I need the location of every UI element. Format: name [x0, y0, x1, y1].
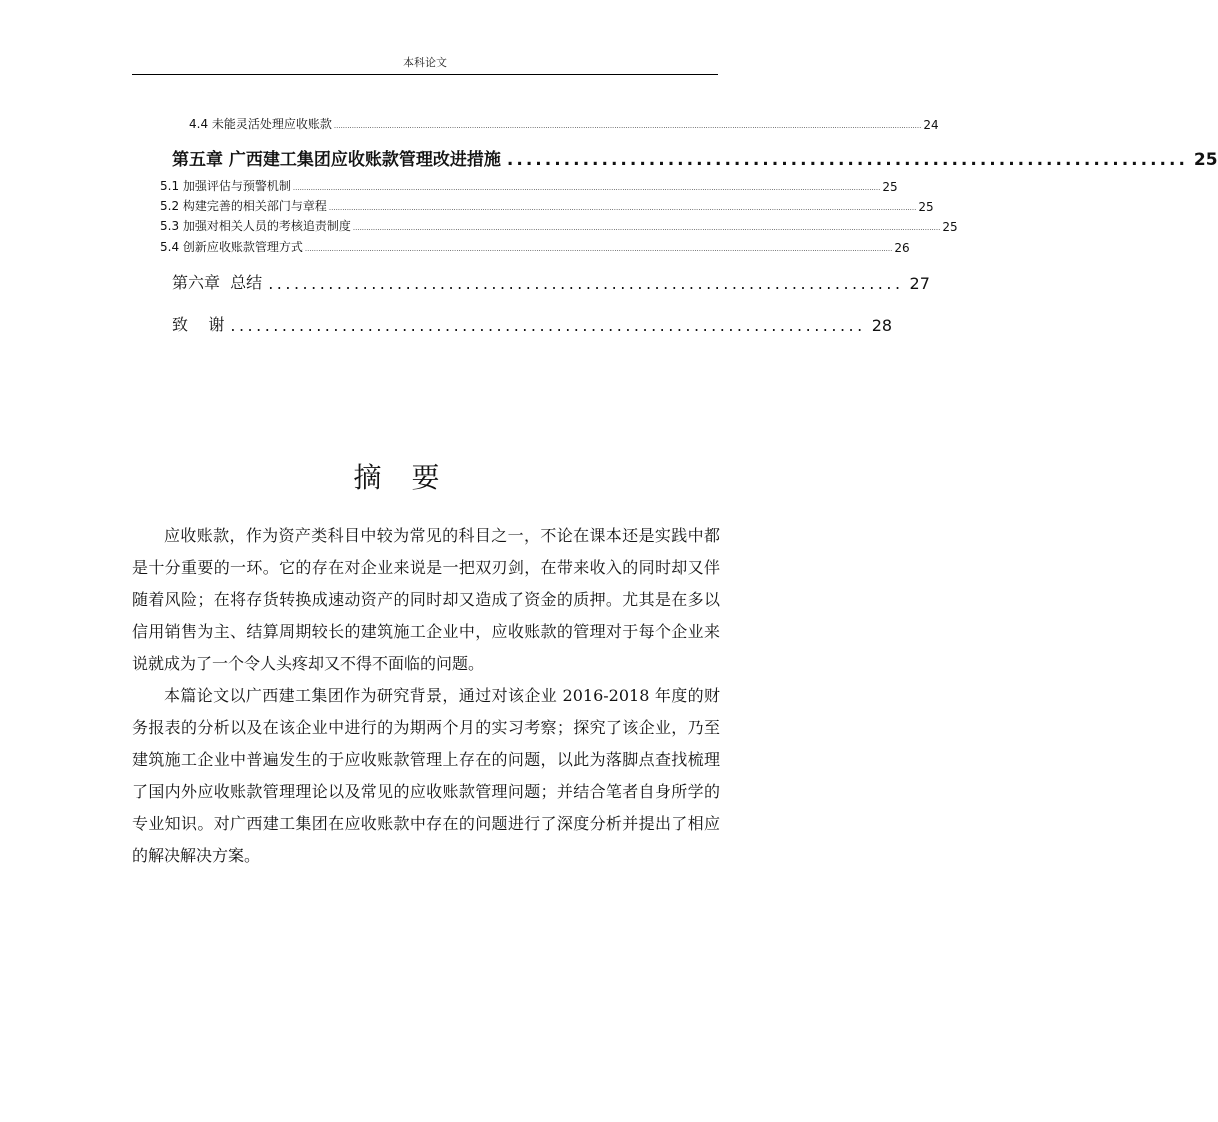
toc-leader: ..........................................................................: [230, 316, 866, 335]
toc-entry-chapter-6[interactable]: [172, 270, 930, 293]
toc-entry-label: 第五章 广西建工集团应收账款管理改进措施: [172, 150, 501, 170]
toc-entry-label: 5.1 加强评估与预警机制: [160, 179, 291, 193]
toc-page-number: 26: [894, 241, 910, 255]
toc-page-number: 27: [909, 274, 930, 293]
running-header: 本科论文: [403, 56, 447, 69]
toc-leader: ........................................................................: [506, 150, 1188, 170]
toc-entry-label: 致 谢: [172, 315, 225, 334]
toc-entry-label: 4.4 未能灵活处理应收账款: [189, 117, 332, 131]
toc-entry-4-4[interactable]: [189, 115, 939, 132]
toc-entry-label: 第六章 总结: [172, 273, 263, 292]
abstract-paragraph: 本篇论文以广西建工集团作为研究背景，通过对该企业 2016-2018 年度的财务报表的分析以及在该企业中进行的为期两个月的实习考察；探究了该企业，乃至建筑施工企业中普遍发生的于应收账款管理上存在的问题，以此为落脚点查找梳理了国内外应收账款管理理论以及常见的应收账款管理问题；并结合笔者自身所学的专业知识。对广西建工集团在应收账款中存在的问题进行了深度分析并提出了相应的解决解决方案。: [132, 686, 720, 865]
abstract-paragraph: 应收账款，作为资产类科目中较为常见的科目之一，不论在课本还是实践中都是十分重要的一环。它的存在对企业来说是一把双刃剑，在带来收入的同时却又伴随着风险；在将存货转换成速动资产的同时却又造成了资金的质押。尤其是在多以信用销售为主、结算周期较长的建筑施工企业中，应收账款的管理对于每个企业来说就成为了一个令人头疼却又不得不面临的问题。: [132, 526, 720, 673]
toc-leader: ........................................................................................................................................................................................................................................................................: [352, 224, 941, 232]
toc-page-number: 24: [923, 118, 939, 132]
toc-entry-acknowledgements[interactable]: [172, 312, 893, 335]
toc-page-number: 25: [882, 180, 898, 194]
toc-leader: ........................................................................................................................................................................................................................................................................: [328, 204, 917, 212]
toc-entry-5-2[interactable]: [160, 197, 934, 214]
toc-leader: ........................................................................................................................................................................................................................................................................: [292, 184, 881, 192]
toc-page-number: 25: [918, 200, 934, 214]
abstract-heading: 摘要: [353, 461, 470, 494]
toc-entry-5-1[interactable]: [160, 177, 898, 194]
toc-entry-5-4[interactable]: [160, 238, 910, 255]
toc-entry-label: 5.2 构建完善的相关部门与章程: [160, 199, 327, 213]
toc-entry-label: 5.4 创新应收账款管理方式: [160, 240, 303, 254]
toc-entry-chapter-5[interactable]: [172, 145, 1218, 170]
toc-page-number: 25: [942, 220, 958, 234]
toc-page-number: 25: [1193, 150, 1218, 170]
toc-page-number: 28: [871, 316, 893, 335]
toc-entry-label: 5.3 加强对相关人员的考核追责制度: [160, 219, 351, 233]
toc-leader: ..........................................................................: [268, 274, 904, 293]
toc-leader: ........................................................................................................................................................................................................................................................................: [304, 245, 893, 253]
toc-leader: ........................................................................................................................................................................................................................................................................: [333, 122, 922, 130]
toc-entry-5-3[interactable]: [160, 217, 958, 234]
header-rule: [132, 74, 718, 75]
